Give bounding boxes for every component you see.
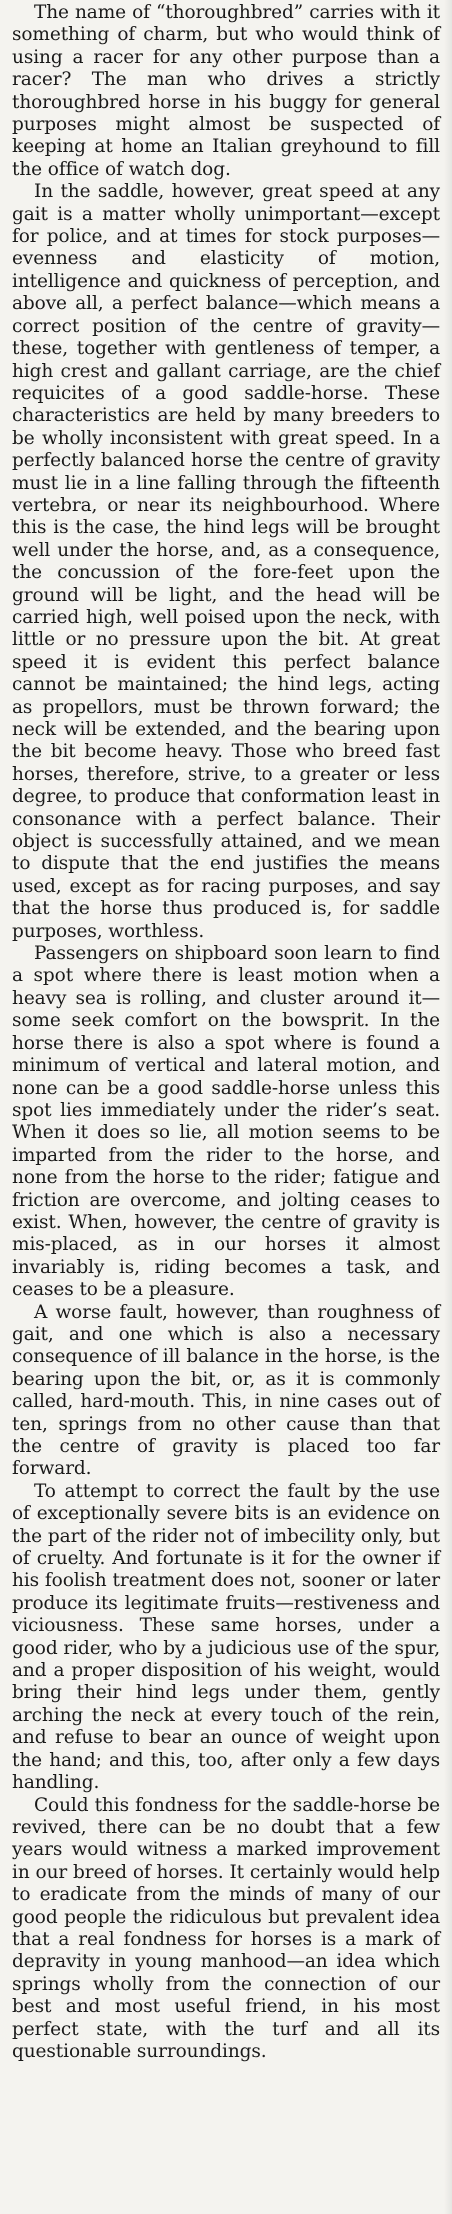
paragraph-fondness-revival: Could this fondness for the saddle-horse be revived, there can be no doubt that a few years would witness a marked improvement in our breed of horses. It certainly would help to eradicate from the minds of many of our good people the ridiculous but prevalent idea that a real fondness for horses is a mark of depravity in young manhood—an idea which springs wholly from the connection of our best and most useful friend, in his most perfect state, with the turf and all its questionable surroundings.	[12, 1794, 440, 2062]
article-column	[12, 2, 440, 2063]
paragraph-saddle-balance: In the saddle, however, great speed at any gait is a matter wholly unimportant—except for police, and at times for stock purposes—evenness and elasticity of motion, intelligence and quickness of perception, and above all, a perfect balance—which means a correct position of the centre of gravity—these, together with gentleness of temper, a high crest and gallant carriage, are the chief requicites of a good saddle-horse. These characteristics are held by many breeders to be wholly inconsistent with great speed. In a perfectly balanced horse the centre of gravity must lie in a line falling through the fifteenth vertebra, or near its neighbourhood. Where this is the case, the hind legs will be brought well under the horse, and, as a consequence, the concussion of the fore-feet upon the ground will be light, and the head will be carried high, well poised upon the neck, with little or no pressure upon the bit. At great speed it is evident this perfect balance cannot be maintained; the hind legs, acting as propellors, must be thrown forward; the neck will be extended, and the bearing upon the bit become heavy. Those who breed fast horses, therefore, strive, to a greater or less degree, to produce that conformation least in consonance with a perfect balance. Their object is successfully attained, and we mean to dispute that the end justifies the means used, except as for racing purposes, and say that the horse thus produced is, for saddle purposes, worthless.	[12, 181, 440, 942]
page-edge-shadow	[444, 0, 452, 2214]
paragraph-severe-bits: To attempt to correct the fault by the use of exceptionally severe bits is an evidence on the part of the rider not of imbecility only, but of cruelty. And fortunate is it for the owner if his foolish treatment does not, sooner or later produce its legitimate fruits—restiveness and viciousness. These same horses, under a good rider, who by a judicious use of the spur, and a proper disposition of his weight, would bring their hind legs under them, gently arching the neck at every touch of the rein, and refuse to bear an ounce of weight upon the hand; and this, too, after only a few days handling.	[12, 1480, 440, 1794]
paragraph-shipboard-motion: Passengers on shipboard soon learn to find a spot where there is least motion when a heavy sea is rolling, and cluster around it—some seek comfort on the bowsprit. In the horse there is also a spot where is found a minimum of vertical and lateral motion, and none can be a good saddle-horse unless this spot lies immediately under the rider’s seat. When it does so lie, all motion seems to be imparted from the rider to the horse, and none from the horse to the rider; fatigue and friction are overcome, and jolting ceases to exist. When, however, the centre of gravity is mis-placed, as in our horses it almost invariably is, riding becomes a task, and ceases to be a pleasure.	[12, 943, 440, 1301]
paragraph-hard-mouth: A worse fault, however, than roughness of gait, and one which is also a necessary consequence of ill balance in the horse, is the bearing upon the bit, or, as it is commonly called, hard-mouth. This, in nine cases out of ten, springs from no other cause than that the centre of gravity is placed too far forward.	[12, 1301, 440, 1480]
paragraph-thoroughbred: The name of “thoroughbred” carries with it something of charm, but who would think of using a racer for any other purpose than a racer? The man who drives a strictly thoroughbred horse in his buggy for general purposes might almost be suspected of keeping at home an Italian greyhound to fill the office of watch dog.	[12, 2, 440, 180]
